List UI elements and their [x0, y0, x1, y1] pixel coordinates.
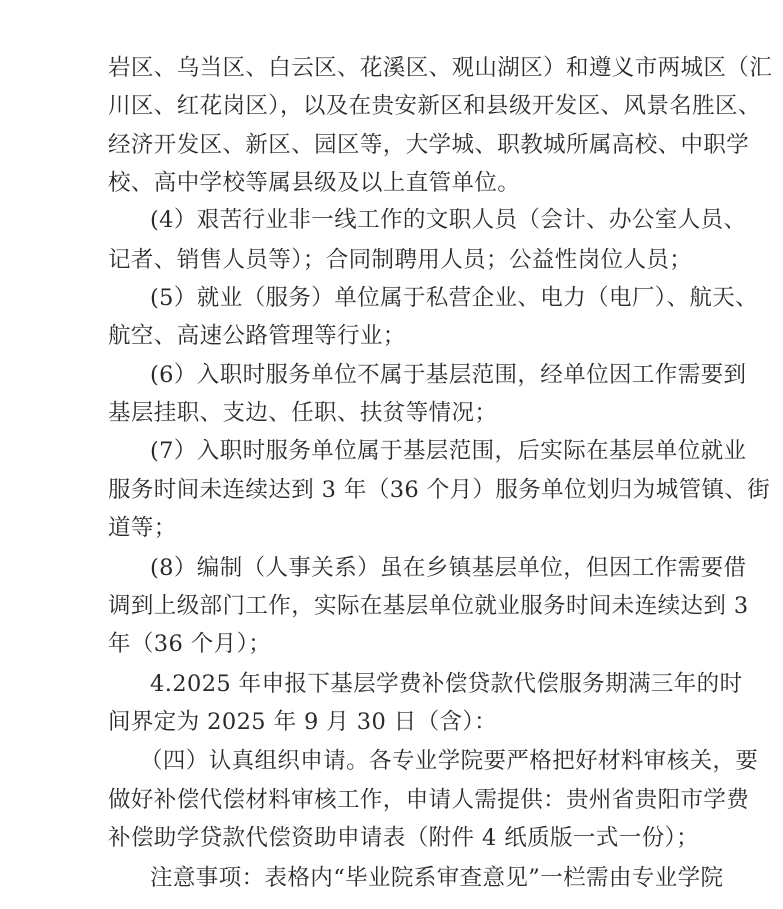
text-line: 基层挂职、支边、任职、扶贫等情况；: [108, 400, 498, 426]
text-line: 补偿助学贷款代偿资助申请表（附件 4 纸质版一式一份）；: [108, 825, 700, 851]
list-item-6: (6）入职时服务单位不属于基层范围，经单位因工作需要到: [150, 362, 747, 388]
text-line: 岩区、乌当区、白云区、花溪区、观山湖区）和遵义市两城区（汇: [108, 55, 773, 81]
list-item-4: (4）艰苦行业非一线工作的文职人员（会计、办公室人员、: [150, 207, 747, 233]
notice-line: 注意事项：表格内“毕业院系审查意见”一栏需由专业学院: [150, 865, 724, 891]
text-line: 年（36 个月）；: [108, 631, 272, 657]
text-line: 川区、红花岗区），以及在贵安新区和县级开发区、风景名胜区、: [108, 93, 761, 119]
list-item-8: (8）编制（人事关系）虽在乡镇基层单位，但因工作需要借: [150, 555, 747, 581]
text-line: 调到上级部门工作，实际在基层单位就业服务时间未连续达到 3: [108, 593, 749, 619]
list-item-5: (5）就业（服务）单位属于私营企业、电力（电厂）、航天、: [150, 285, 759, 311]
text-line: 记者、销售人员等）；合同制聘用人员；公益性岗位人员；: [108, 247, 693, 273]
text-line: 航空、高速公路管理等行业；: [108, 323, 406, 349]
section-item-4: 4.2025 年申报下基层学费补偿贷款代偿服务期满三年的时: [150, 671, 743, 697]
section-heading-4: （四）认真组织申请。各专业学院要严格把好材料审核关，要: [140, 748, 759, 774]
list-item-7: (7）入职时服务单位属于基层范围，后实际在基层单位就业: [150, 438, 747, 464]
text-line: 做好补偿代偿材料审核工作，申请人需提供：贵州省贵阳市学费: [108, 787, 750, 813]
text-line: 间界定为 2025 年 9 月 30 日（含）：: [108, 709, 497, 735]
text-line: 经济开发区、新区、园区等，大学城、职教城所属高校、中职学: [108, 132, 750, 158]
text-line: 道等；: [108, 515, 177, 541]
text-line: 校、高中学校等属县级及以上直管单位。: [108, 170, 521, 196]
text-line: 服务时间未连续达到 3 年（36 个月）服务单位划归为城管镇、街: [108, 477, 771, 503]
